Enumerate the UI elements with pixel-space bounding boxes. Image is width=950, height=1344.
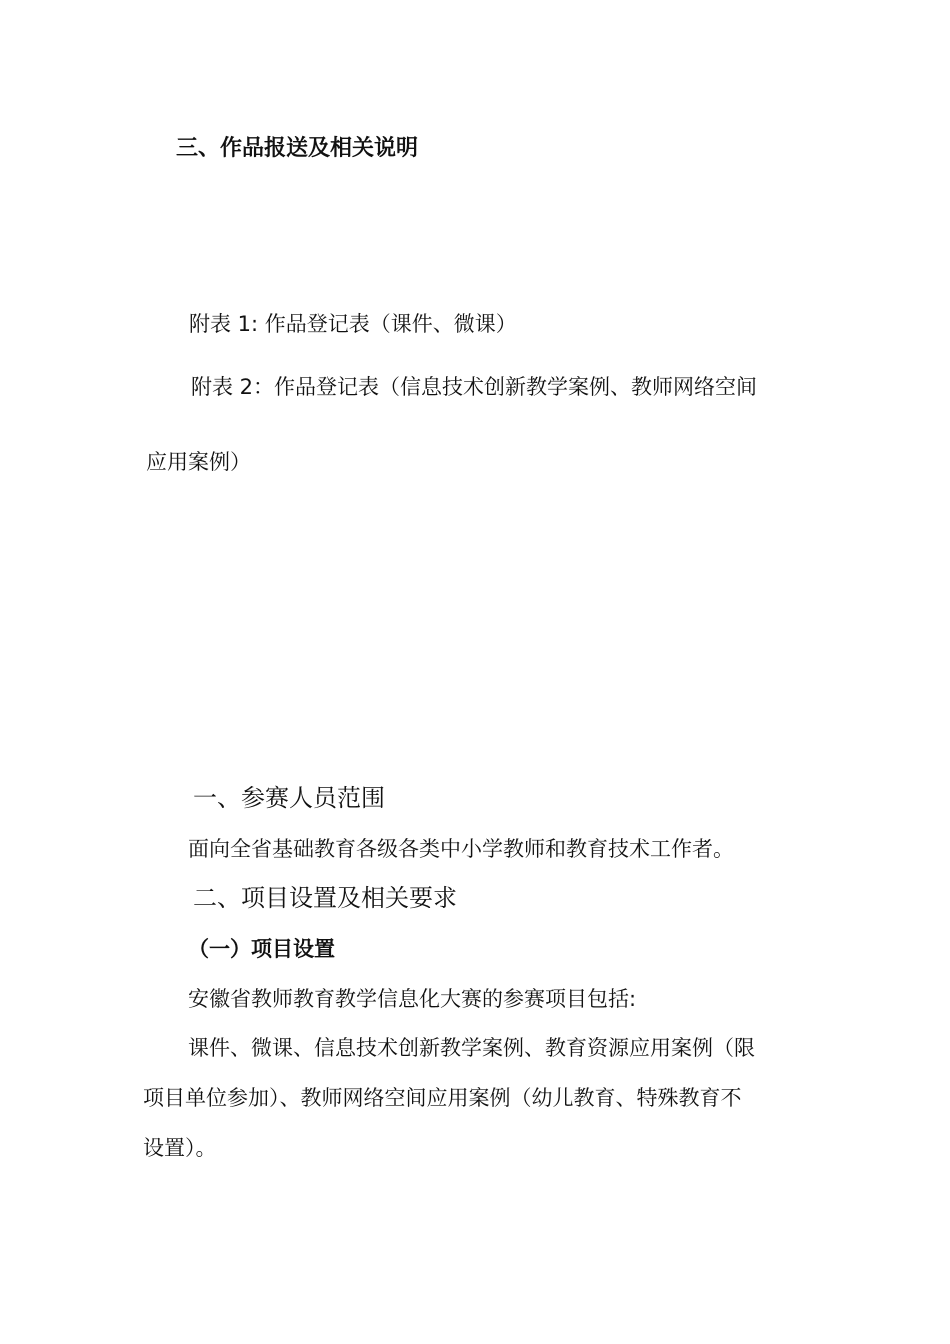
section-2-paragraph-1: 安徽省教师教育教学信息化大赛的参赛项目包括: [188,987,637,1011]
section-3-heading: 三、作品报送及相关说明 [176,136,419,161]
section-2-paragraph-2-line3: 设置）。 [143,1136,217,1160]
section-2-heading: 二、项目设置及相关要求 [193,884,457,912]
section-1-body: 面向全省基础教育各级各类中小学教师和教育技术工作者。 [188,837,734,861]
attachment-2-text-line1: 附表 2：作品登记表（信息技术创新教学案例、教师网络空间 [191,375,758,399]
attachment-2-text-line2: 应用案例） [146,450,251,474]
section-1-heading: 一、参赛人员范围 [193,784,385,812]
section-2-subheading-1: （一）项目设置 [188,937,335,961]
attachment-1-text: 附表 1: 作品登记表（课件、微课） [189,312,517,336]
section-2-paragraph-2-line2: 项目单位参加）、教师网络空间应用案例（幼儿教育、特殊教育不 [143,1086,742,1110]
section-2-paragraph-2-line1: 课件、微课、信息技术创新教学案例、教育资源应用案例（限 [188,1036,755,1060]
